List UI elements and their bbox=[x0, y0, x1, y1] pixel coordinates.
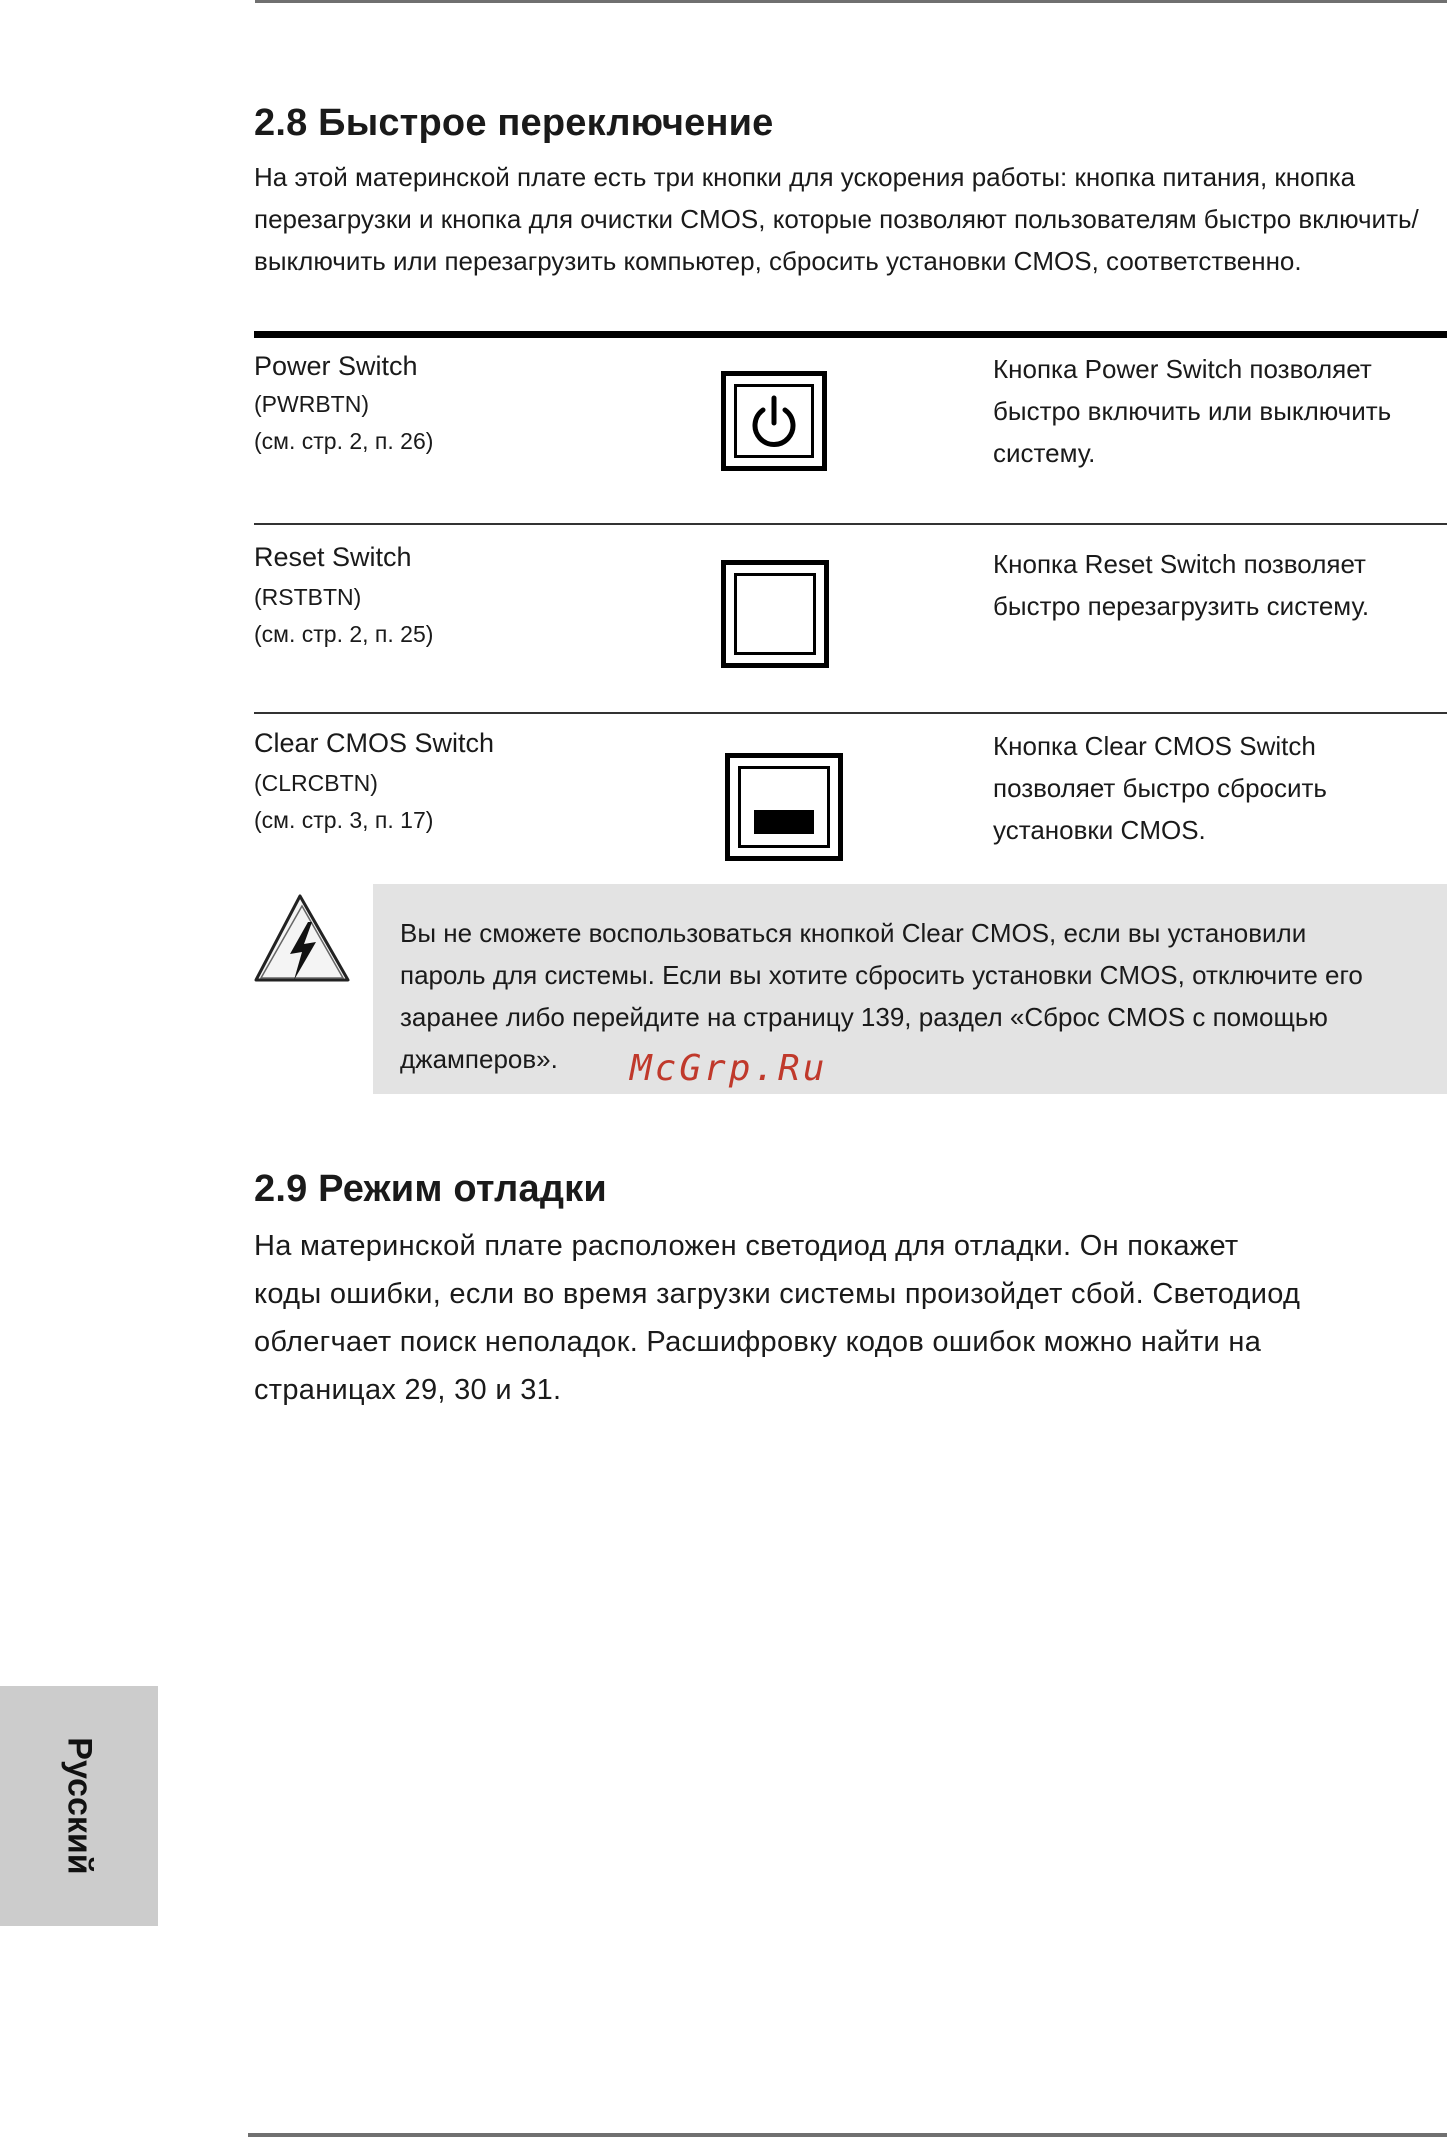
desc-line: Кнопка Reset Switch позволяет bbox=[993, 549, 1366, 579]
row-divider bbox=[254, 523, 1447, 525]
power-symbol-icon bbox=[726, 376, 822, 466]
body-line: страницах 29, 30 и 31. bbox=[254, 1374, 562, 1406]
row-divider bbox=[254, 712, 1447, 714]
switch-name: Reset Switch bbox=[254, 542, 412, 572]
body-line: коды ошибки, если во время загрузки системы произойдет сбой. Светодиод bbox=[254, 1278, 1301, 1310]
switch-description bbox=[993, 725, 1443, 851]
language-label: Русский bbox=[60, 1737, 99, 1875]
warning-lightning-icon bbox=[252, 892, 352, 988]
switch-description bbox=[993, 348, 1443, 474]
desc-line: установки CMOS. bbox=[993, 815, 1206, 845]
note-text bbox=[400, 912, 1445, 1080]
switch-code: (RSTBTN) bbox=[254, 584, 362, 610]
desc-line: позволяет быстро сбросить bbox=[993, 773, 1327, 803]
body-line: облегчает поиск неполадок. Расшифровку кодов ошибок можно найти на bbox=[254, 1326, 1262, 1358]
language-side-tab bbox=[0, 1686, 158, 1926]
body-line: На материнской плате расположен светодиод для отладки. Он покажет bbox=[254, 1230, 1239, 1262]
note-line: заранее либо перейдите на страницу 139, раздел «Сброс CMOS с помощью bbox=[400, 1002, 1328, 1032]
section-2-8-title: 2.8 Быстрое переключение bbox=[254, 102, 774, 144]
switch-page-ref: (см. стр. 3, п. 17) bbox=[254, 807, 434, 833]
top-rule bbox=[255, 0, 1447, 3]
reset-square-icon bbox=[721, 560, 829, 668]
switch-page-ref: (см. стр. 2, п. 26) bbox=[254, 428, 434, 454]
switch-page-ref: (см. стр. 2, п. 25) bbox=[254, 621, 434, 647]
table-top-rule bbox=[254, 331, 1447, 338]
switch-code: (CLRCBTN) bbox=[254, 770, 378, 796]
watermark: McGrp.Ru bbox=[630, 1048, 828, 1089]
clear-cmos-icon-frame bbox=[738, 766, 830, 848]
reset-icon-frame bbox=[734, 573, 816, 655]
desc-line: систему. bbox=[993, 438, 1096, 468]
switch-name: Power Switch bbox=[254, 351, 418, 381]
note-line: джамперов». bbox=[400, 1044, 558, 1074]
desc-line: быстро перезагрузить систему. bbox=[993, 591, 1370, 621]
clear-cmos-bar-icon bbox=[754, 810, 814, 834]
desc-line: Кнопка Clear CMOS Switch bbox=[993, 731, 1316, 761]
section-2-9-text bbox=[254, 1222, 1446, 1414]
section-2-9-title: 2.9 Режим отладки bbox=[254, 1168, 607, 1210]
bottom-rule bbox=[248, 2133, 1447, 2137]
desc-line: Кнопка Power Switch позволяет bbox=[993, 354, 1372, 384]
note-line: Вы не сможете воспользоваться кнопкой Clear CMOS, если вы установили bbox=[400, 918, 1307, 948]
switch-code: (PWRBTN) bbox=[254, 391, 369, 417]
note-line: пароль для системы. Если вы хотите сбросить установки CMOS, отключите его bbox=[400, 960, 1363, 990]
desc-line: быстро включить или выключить bbox=[993, 396, 1392, 426]
switch-name: Clear CMOS Switch bbox=[254, 728, 495, 758]
section-2-8-intro: На этой материнской плате есть три кнопки для ускорения работы: кнопка питания, кнопка перезагрузки и кнопка для очистки CMOS, которые позволяют пользователям быстро включить/выключить или перезагрузить компьютер, сбросить установки CMOS, соответственно. bbox=[254, 162, 1419, 276]
power-icon bbox=[721, 371, 827, 471]
clear-cmos-icon bbox=[725, 753, 843, 861]
switch-description bbox=[993, 543, 1443, 627]
